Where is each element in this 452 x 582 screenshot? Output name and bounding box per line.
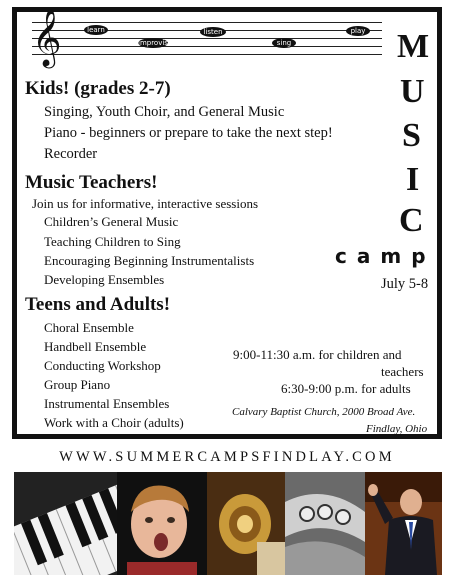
teens-heading: Teens and Adults!	[25, 294, 171, 315]
venue-line: Calvary Baptist Church, 2000 Broad Ave.	[232, 406, 416, 418]
note-listen: listen	[200, 27, 226, 37]
teens-item: Handbell Ensemble	[44, 339, 147, 354]
note-learn: learn	[84, 25, 108, 35]
teachers-item: Encouraging Beginning Instrumentalists	[44, 253, 255, 268]
title-letter-c: C	[399, 202, 424, 239]
handbells-photo	[207, 472, 285, 575]
child-singing-photo	[117, 472, 207, 575]
schedule-line: teachers	[381, 364, 424, 379]
brass-instrument-photo	[285, 472, 365, 575]
title-letter-m: M	[397, 28, 430, 65]
kids-item: Singing, Youth Choir, and General Music	[44, 104, 285, 120]
note-sing: sing	[272, 38, 296, 48]
website-link[interactable]: WWW.SUMMERCAMPSFINDLAY.COM	[59, 449, 395, 465]
teens-item: Conducting Workshop	[44, 358, 161, 373]
music-staff	[32, 8, 382, 66]
photo-strip	[14, 472, 442, 575]
treble-clef-icon: 𝄞	[32, 8, 62, 66]
venue-line: Findlay, Ohio	[366, 423, 428, 435]
kids-heading: Kids! (grades 2-7)	[25, 78, 171, 99]
camp-word: camp	[335, 244, 436, 268]
kids-item: Recorder	[44, 146, 98, 162]
schedule-line: 6:30-9:00 p.m. for adults	[281, 381, 411, 396]
teachers-item: Children’s General Music	[44, 214, 179, 229]
teachers-intro: Join us for informative, interactive sessions	[32, 196, 259, 211]
kids-item: Piano - beginners or prepare to take the next step!	[44, 125, 333, 141]
note-improvise: improvise	[138, 39, 173, 47]
teachers-item: Developing Ensembles	[44, 272, 165, 287]
conductor-photo	[365, 472, 442, 575]
title-letter-s: S	[402, 117, 421, 154]
schedule-line: 9:00-11:30 a.m. for children and	[233, 347, 402, 362]
teachers-item: Teaching Children to Sing	[44, 234, 181, 249]
title-letter-u: U	[400, 73, 425, 110]
note-play: play	[346, 26, 370, 36]
piano-keys-photo	[14, 472, 117, 575]
teens-item: Work with a Choir (adults)	[44, 415, 184, 430]
title-letter-i: I	[406, 161, 420, 198]
teens-item: Instrumental Ensembles	[44, 396, 170, 411]
camp-dates: July 5-8	[381, 276, 429, 292]
teachers-heading: Music Teachers!	[25, 172, 158, 193]
teens-item: Choral Ensemble	[44, 320, 134, 335]
teens-item: Group Piano	[44, 377, 111, 392]
